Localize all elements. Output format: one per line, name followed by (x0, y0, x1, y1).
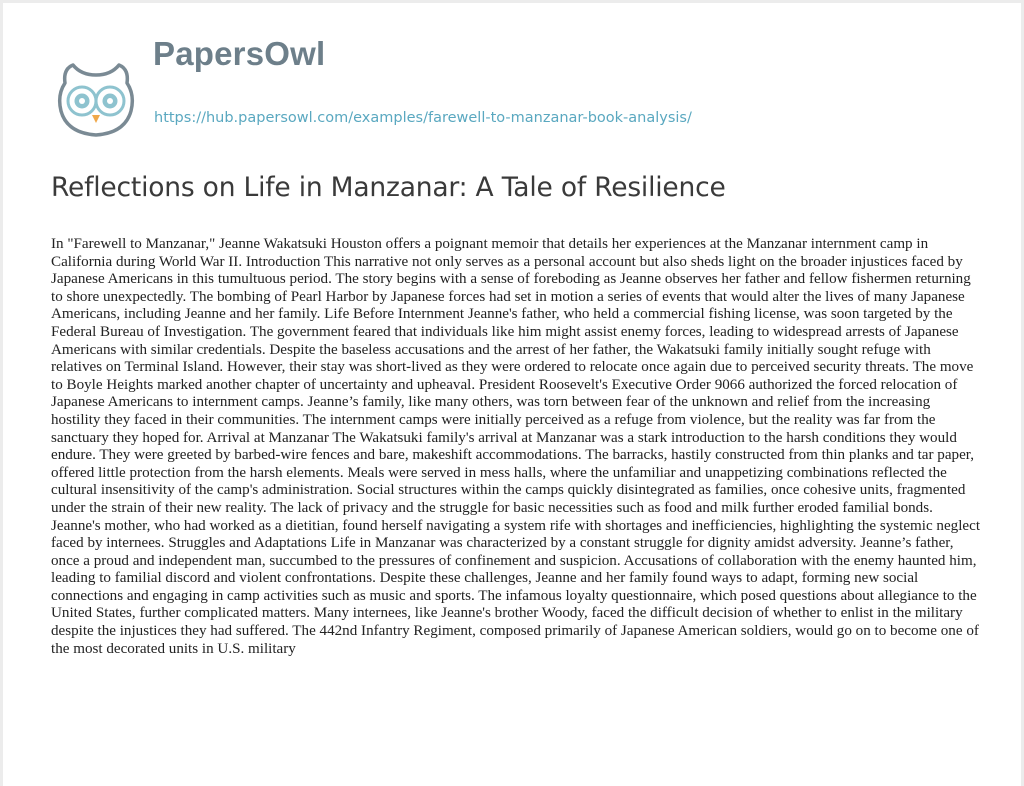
header (51, 33, 1001, 143)
article-title: Reflections on Life in Manzanar: A Tale of Resilience (51, 172, 726, 203)
article-body: In "Farewell to Manzanar," Jeanne Wakatsuki Houston offers a poignant memoir that details her experiences at the Manzanar internment camp in California during World War II. Introduction This narrative not only serves as a personal account but also sheds light on the broader injustices faced by Japanese Americans in this tumultuous period. The story begins with a sense of foreboding as Jeanne observes her father and fellow fishermen returning to shore unexpectedly. The bombing of Pearl Harbor by Japanese forces had set in motion a series of events that would alter the lives of many Japanese Americans, including Jeanne and her family. Life Before Internment Jeanne's father, who held a commercial fishing license, was soon targeted by the Federal Bureau of Investigation. The government feared that individuals like him might assist enemy forces, leading to widespread arrests of Japanese Americans with similar credentials. Despite the baseless accusations and the arrest of her father, the Wakatsuki family initially sought refuge with relatives on Terminal Island. However, their stay was short-lived as they were ordered to relocate once again due to perceived security threats. The move to Boyle Heights marked another chapter of uncertainty and upheaval. President Roosevelt's Executive Order 9066 authorized the forced relocation of Japanese Americans to internment camps. Jeanne’s family, like many others, was torn between fear of the unknown and relief from the increasing hostility they faced in their communities. The internment camps were initially perceived as a refuge from violence, but the reality was far from the sanctuary they hoped for. Arrival at Manzanar The Wakatsuki family's arrival at Manzanar was a stark introduction to the harsh conditions they would endure. They were greeted by barbed-wire fences and bare, makeshift accommodations. The barracks, hastily constructed from thin planks and tar paper, offered little protection from the harsh elements. Meals were served in mess halls, where the unfamiliar and unappetizing combinations reflected the cultural insensitivity of the camp's administration. Social structures within the camps quickly disintegrated as families, once cohesive units, fragmented under the strain of their new reality. The lack of privacy and the struggle for basic necessities such as food and milk further eroded familial bonds. Jeanne's mother, who had worked as a dietitian, found herself navigating a system rife with shortages and inefficiencies, highlighting the systemic neglect faced by internees. Struggles and Adaptations Life in Manzanar was characterized by a constant struggle for dignity amidst adversity. Jeanne’s father, once a proud and independent man, succumbed to the pressures of confinement and suspicion. Accusations of collaboration with the enemy haunted him, leading to familial discord and violent confrontations. Despite these challenges, Jeanne and her family found ways to adapt, forming new social connections and engaging in camp activities such as music and sports. The infamous loyalty questionnaire, which posed questions about allegiance to the United States, further complicated matters. Many internees, like Jeanne's brother Woody, faced the difficult decision of whether to enlist in the military despite the injustices they had suffered. The 442nd Infantry Regiment, composed primarily of Japanese American soldiers, would go on to become one of the most decorated units in U.S. military (51, 236, 981, 657)
source-url-link[interactable]: https://hub.papersowl.com/examples/farewell-to-manzanar-book-analysis/ (154, 110, 692, 126)
owl-icon (51, 55, 141, 145)
brand-name: PapersOwl (153, 35, 326, 72)
